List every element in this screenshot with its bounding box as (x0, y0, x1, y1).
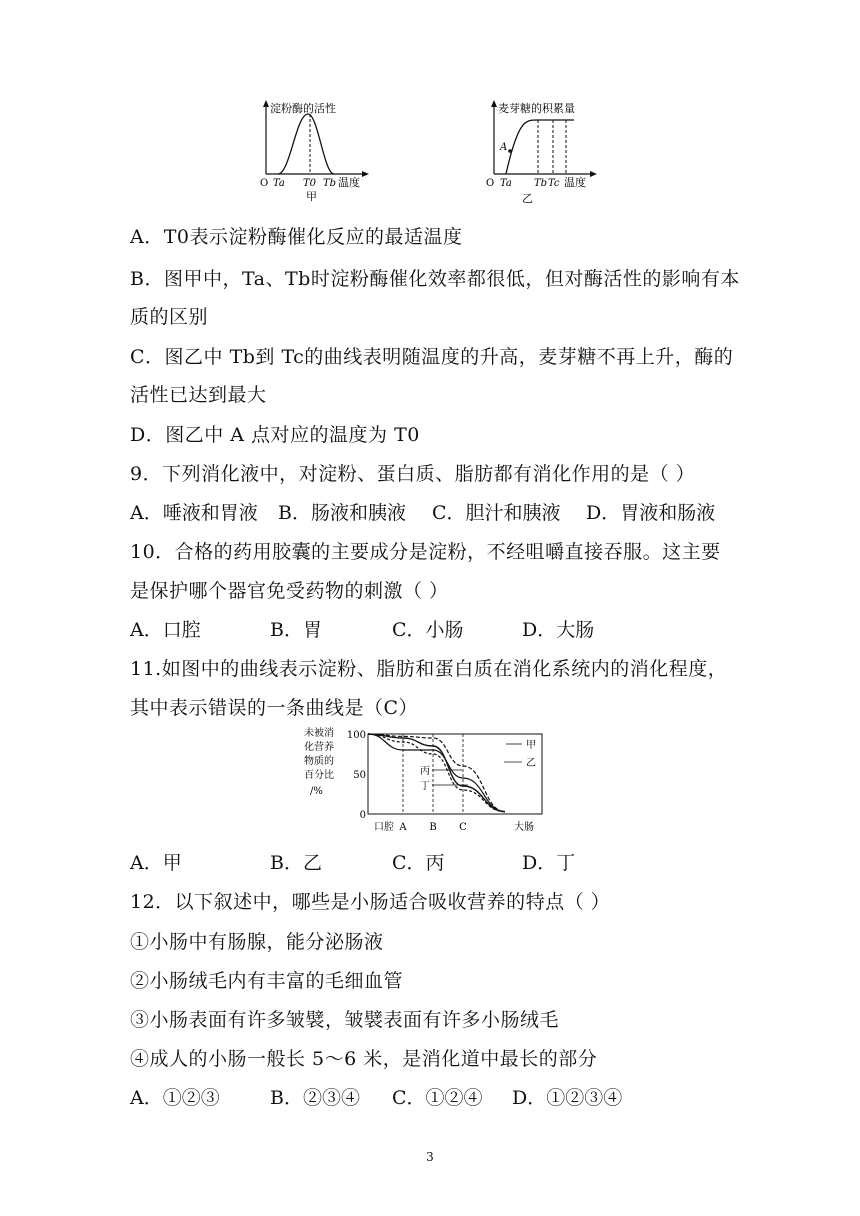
q9-option-c: C．胆汁和胰液 (432, 502, 561, 524)
page-number: 3 (426, 1150, 434, 1164)
q12-item-2: ②小肠绒毛内有丰富的毛细血管 (130, 970, 404, 992)
q8-option-b-line2: 质的区别 (130, 306, 209, 328)
q9-option-b: B．肠液和胰液 (278, 502, 406, 524)
q10-stem-line1: 10．合格的药用胶囊的主要成分是淀粉，不经咀嚼直接吞服。这主要 (130, 541, 721, 563)
q9-option-d: D．胃液和肠液 (586, 502, 716, 524)
fig-jia-tb: Tb (323, 178, 337, 189)
fig-yi-tc: Tc (548, 178, 560, 189)
chart-category: C (459, 822, 467, 833)
q11-option-a: A．甲 (130, 852, 182, 874)
fig-yi-point-a: A (500, 142, 508, 153)
figure-jia (256, 96, 376, 206)
fig-yi-tb: Tb (534, 178, 548, 189)
q12-option-c: C．①②④ (392, 1087, 483, 1109)
series-label-1: 乙 (526, 758, 536, 769)
q12-stem: 12．以下叙述中，哪些是小肠适合吸收营养的特点（ ） (130, 891, 611, 913)
chart-category: 口腔 (374, 822, 394, 833)
digestion-chart (300, 726, 560, 836)
q9-stem: 9．下列消化液中，对淀粉、蛋白质、脂肪都有消化作用的是（ ） (130, 463, 696, 485)
fig-jia-t0: T0 (303, 178, 317, 189)
chart-ylabel-row: 物质的 (304, 756, 334, 767)
fig-jia-ylabel: 淀粉酶的活性 (270, 102, 336, 115)
fig-jia-xlabel: 温度 (338, 176, 360, 189)
q11-option-c: C．丙 (392, 852, 445, 874)
q8-option-c-line1: C．图乙中 Tb到 Tc的曲线表明随温度的升高，麦芽糖不再上升，酶的 (130, 346, 734, 368)
q10-option-c: C．小肠 (392, 619, 464, 641)
q11-stem-line2: 其中表示错误的一条曲线是（C） (130, 697, 419, 719)
q11-option-b: B．乙 (270, 852, 322, 874)
q12-item-4: ④成人的小肠一般长 5～6 米，是消化道中最长的部分 (130, 1048, 598, 1070)
q12-item-1: ①小肠中有肠腺，能分泌肠液 (130, 931, 384, 953)
chart-category: A (399, 822, 407, 833)
figure-yi (482, 96, 612, 208)
q12-item-3: ③小肠表面有许多皱襞，皱襞表面有许多小肠绒毛 (130, 1009, 560, 1031)
fig-jia-ta: Ta (273, 178, 285, 189)
q12-option-a: A．①②③ (130, 1087, 220, 1109)
chart-ytick: 0 (359, 810, 366, 821)
fig-yi-ta: Ta (500, 178, 512, 189)
q11-option-d: D．丁 (522, 852, 576, 874)
series-label-0: 甲 (526, 740, 536, 751)
q10-stem-line2: 是保护哪个器官免受药物的刺激（ ） (130, 580, 449, 602)
chart-category: B (429, 822, 437, 833)
chart-category: 大肠 (514, 822, 534, 833)
q8-option-d: D．图乙中 A 点对应的温度为 T0 (130, 424, 420, 446)
fig-yi-xlabel: 温度 (564, 176, 586, 189)
q8-option-a: A．T0表示淀粉酶催化反应的最适温度 (130, 226, 463, 248)
q12-option-b: B．②③④ (270, 1087, 360, 1109)
chart-ylabel-unit: /% (310, 786, 323, 797)
chart-ylabel-row: 化营养 (304, 742, 334, 753)
q8-option-b-line1: B．图甲中，Ta、Tb时淀粉酶催化效率都很低，但对酶活性的影响有本 (130, 268, 740, 290)
chart-ylabel-row: 未被消 (304, 728, 334, 739)
q10-option-d: D．大肠 (522, 619, 595, 641)
chart-ylabel-row: 百分比 (304, 770, 334, 781)
q10-option-b: B．胃 (270, 619, 322, 641)
chart-ytick: 100 (346, 730, 366, 741)
series-label-2: 丙 (420, 766, 430, 777)
fig-jia-caption: 甲 (306, 190, 317, 203)
chart-ytick: 50 (353, 770, 366, 781)
series-label-3: 丁 (420, 781, 430, 792)
fig-yi-caption: 乙 (522, 192, 533, 205)
fig-yi-origin: O (486, 178, 495, 189)
q9-option-a: A．唾液和胃液 (130, 502, 258, 524)
q8-option-c-line2: 活性已达到最大 (130, 384, 267, 406)
series-line-1 (368, 734, 505, 812)
q11-stem-line1: 11.如图中的曲线表示淀粉、脂肪和蛋白质在消化系统内的消化程度， (130, 658, 728, 680)
fig-jia-origin: O (260, 178, 269, 189)
q12-option-d: D．①②③④ (512, 1087, 623, 1109)
q10-option-a: A．口腔 (130, 619, 201, 641)
fig-yi-ylabel: 麦芽糖的积累量 (498, 102, 575, 115)
chart-ylabel (304, 726, 334, 797)
